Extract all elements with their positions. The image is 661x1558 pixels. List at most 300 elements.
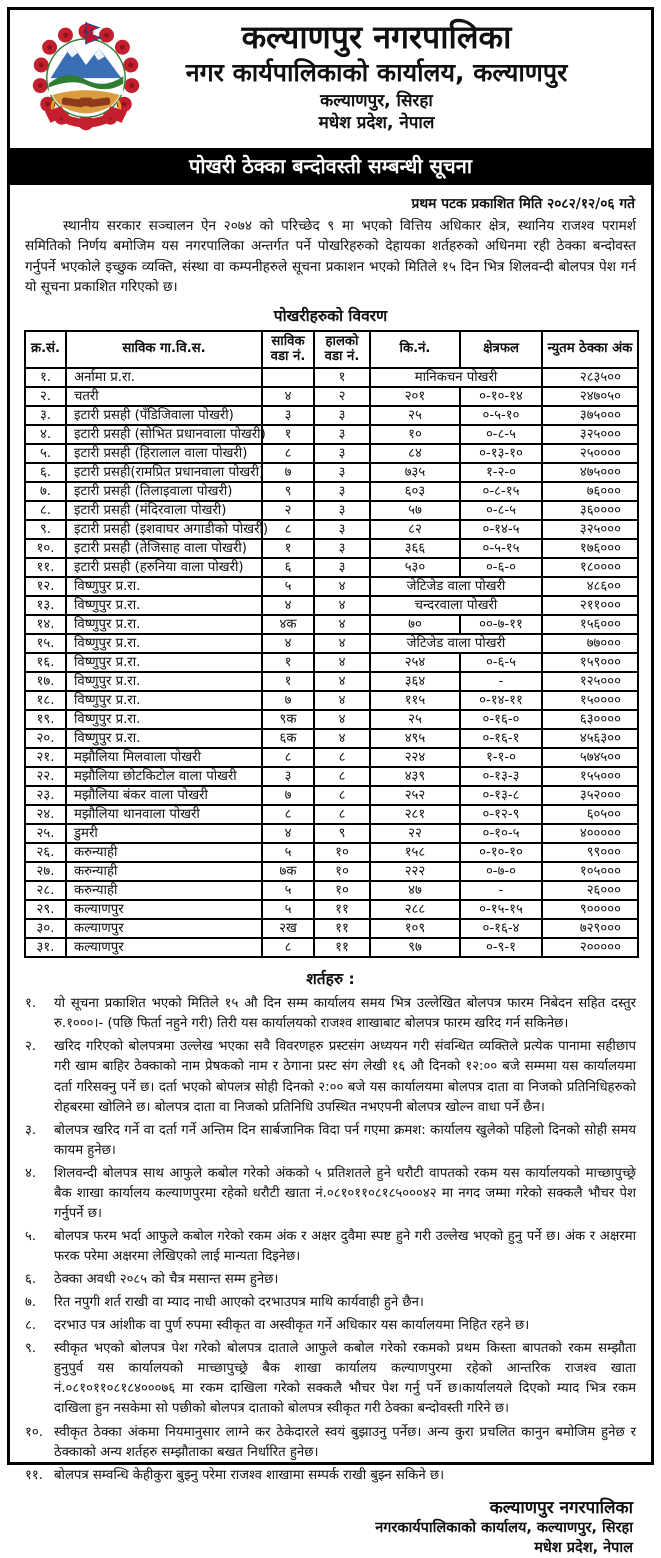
cell-current-ward: १०	[314, 843, 370, 862]
cell-minimum-bid: १५००००	[542, 691, 638, 710]
cell-area: ०-८-५	[460, 425, 542, 444]
cell-kitta-number: २८८	[370, 900, 460, 919]
term-text: ठेक्का अवधी २०८५ को चैत्र मसान्त सम्म हुनेछ।	[54, 1270, 636, 1290]
cell-kitta-number: ३६६	[370, 539, 460, 558]
cell-area: ०-६-०	[460, 558, 542, 577]
table-title: पोखरीहरुको विवरण	[24, 304, 637, 326]
cell-vdc-name: इटारी प्रसही (पँडिजिवाला पोखरी)	[66, 406, 262, 425]
cell-area: ०-१६-०	[460, 710, 542, 729]
cell-minimum-bid: २५००००	[542, 444, 638, 463]
cell-kitta-number: २८१	[370, 805, 460, 824]
term-item	[25, 1466, 636, 1486]
cell-vdc-name: विष्णुपुर प्र.रा.	[66, 672, 262, 691]
cell-serial-number: १६.	[25, 653, 66, 672]
notice-title: पोखरी ठेक्का बन्दोवस्ती सम्बन्धी सूचना	[189, 154, 472, 178]
cell-current-ward: ३	[314, 539, 370, 558]
table-row	[25, 406, 638, 425]
cell-current-ward: ३	[314, 482, 370, 501]
table-row	[25, 577, 638, 596]
cell-current-ward: ३	[314, 558, 370, 577]
cell-kitta-number: ४७	[370, 881, 460, 900]
cell-current-ward: ३	[314, 463, 370, 482]
cell-former-ward: ५	[262, 900, 314, 919]
intro-paragraph: स्थानीय सरकार सञ्चालन ऐन २०७४ को परिच्छेद ९ मा भएको वित्तिय अधिकार क्षेत्र, स्थानिय राजश्व परामर्श समितिको निर्णय बमोजिम यस नगरपालिका अन्तर्गत पर्ने पोखरिहरुको देहायका शर्तहरुको अधिनमा रही ठेक्का बन्दोवस्त गर्नुपर्ने भएकोले इच्छुक व्यक्ति, संस्था वा कम्पनीहरुले सूचना प्रकाशन भएको मितिले १५ दिन भित्र शिलवन्दी बोलपत्र पेश गर्न यो सूचना प्रकाशित गरिएको छ।	[25, 216, 636, 298]
cell-minimum-bid: १२५०००	[542, 672, 638, 691]
term-item	[25, 1339, 636, 1419]
cell-kitta-number: १०	[370, 425, 460, 444]
terms-list	[24, 994, 637, 1485]
table-row	[25, 615, 638, 634]
cell-current-ward: ३	[314, 501, 370, 520]
cell-kitta-number: २२२	[370, 862, 460, 881]
cell-minimum-bid: ७२९०००	[542, 919, 638, 938]
cell-current-ward: ३	[314, 444, 370, 463]
cell-serial-number: ११.	[25, 558, 66, 577]
cell-former-ward: ४	[262, 596, 314, 615]
table-row	[25, 767, 638, 786]
cell-area: ०-१३-८	[460, 786, 542, 805]
table-row	[25, 482, 638, 501]
cell-minimum-bid: २४७०५०	[542, 387, 638, 406]
cell-minimum-bid: ६३००००	[542, 710, 638, 729]
cell-serial-number: १८.	[25, 691, 66, 710]
cell-current-ward: ४	[314, 729, 370, 748]
terms-heading: शर्तहरु :	[24, 967, 637, 989]
cell-vdc-name: इटारी प्रसही(रामप्रित प्रधानवाला पोखरी)	[66, 463, 262, 482]
cell-minimum-bid: १७६०००	[542, 539, 638, 558]
table-row	[25, 691, 638, 710]
cell-minimum-bid: १०५०००	[542, 862, 638, 881]
term-item	[25, 1037, 636, 1117]
term-item	[25, 1164, 636, 1224]
cell-current-ward: ४	[314, 577, 370, 596]
cell-serial-number: १५.	[25, 634, 66, 653]
column-header: क्र.सं.	[25, 331, 66, 369]
signature-province: मधेश प्रदेश, नेपाल	[24, 1539, 633, 1558]
cell-former-ward: ९	[262, 482, 314, 501]
cell-current-ward: ३	[314, 425, 370, 444]
cell-vdc-name: कल्याणपुर	[66, 919, 262, 938]
cell-former-ward: ७	[262, 463, 314, 482]
cell-area: ०-१४-११	[460, 691, 542, 710]
term-number: ८.	[25, 1316, 47, 1336]
cell-vdc-name: डुमरी	[66, 824, 262, 843]
cell-area: १-१-०	[460, 748, 542, 767]
cell-kitta-number: ७३५	[370, 463, 460, 482]
cell-area: ०-१०-१४	[460, 387, 542, 406]
cell-former-ward: १	[262, 653, 314, 672]
cell-minimum-bid: १५९०००	[542, 653, 638, 672]
term-number: ४.	[25, 1164, 47, 1224]
cell-former-ward: ५	[262, 843, 314, 862]
table-row	[25, 539, 638, 558]
term-item	[25, 1423, 636, 1463]
cell-vdc-name: इटारी प्रसही (इशवाघर अगाडीको पोखरी)	[66, 520, 262, 539]
cell-kitta-number: ११५	[370, 691, 460, 710]
cell-serial-number: २.	[25, 387, 66, 406]
cell-serial-number: ७.	[25, 482, 66, 501]
cell-minimum-bid: ४८६००	[542, 577, 638, 596]
cell-kitta-number: ७०	[370, 615, 460, 634]
cell-kitta-number: १०९	[370, 919, 460, 938]
cell-minimum-bid: ९०००००	[542, 900, 638, 919]
cell-vdc-name: इटारी प्रसही (सोभित प्रधानवाला पोखरी)	[66, 425, 262, 444]
table-row	[25, 862, 638, 881]
table-row	[25, 843, 638, 862]
cell-current-ward: ४	[314, 596, 370, 615]
cell-serial-number: ९.	[25, 520, 66, 539]
cell-vdc-name: मझौलिया थानवाला पोखरी	[66, 805, 262, 824]
page-border-frame	[7, 7, 654, 1465]
cell-former-ward	[262, 368, 314, 387]
term-item	[25, 1121, 636, 1161]
cell-minimum-bid: ३६००००	[542, 501, 638, 520]
cell-current-ward: ४	[314, 615, 370, 634]
cell-minimum-bid: १५६०००	[542, 615, 638, 634]
cell-vdc-name: चतरी	[66, 387, 262, 406]
column-header: न्युतम ठेक्का अंक	[542, 331, 638, 369]
cell-minimum-bid: ३२५०००	[542, 425, 638, 444]
column-header: कि.नं.	[370, 331, 460, 369]
cell-current-ward: ८	[314, 786, 370, 805]
term-item	[25, 1316, 636, 1336]
table-row	[25, 805, 638, 824]
cell-kitta-number: ५३०	[370, 558, 460, 577]
cell-serial-number: ५.	[25, 444, 66, 463]
cell-minimum-bid: ४५६३००	[542, 729, 638, 748]
cell-former-ward: ७क	[262, 862, 314, 881]
term-text: स्वीकृत भएको बोलपत्र पेश गरेको बोलपत्र दाताले आफुले कबोल गरेको रकमको प्रथम किस्ता बापतको रकम सम्झौता हुनुपुर्व यस कार्यालयको माच्छापुच्छ्रे बैक शाखा कार्यालय कल्याणपुरमा रहेको आन्तरिक राजश्व खाता नं.०८१०११०८१८४०००७६ मा रकम दाखिला गरेको सक्कलै भौचर पेश गर्नु पर्ने छ।कार्यालयले दिएको म्याद भित्र रकम दाखिला हुन नसकेमा सो पछीको बोलपत्र दाताको बोलपत्र स्वीकृत गरी ठेक्का बन्दोवस्ती गरिने छ।	[54, 1339, 636, 1419]
cell-kitta-number: ९७	[370, 938, 460, 957]
cell-current-ward: ४	[314, 634, 370, 653]
notice-title-bar	[10, 148, 651, 185]
table-row	[25, 786, 638, 805]
cell-serial-number: १०.	[25, 539, 66, 558]
cell-current-ward: ११	[314, 919, 370, 938]
cell-former-ward: २	[262, 501, 314, 520]
term-number: ११.	[25, 1466, 47, 1486]
cell-former-ward: १	[262, 425, 314, 444]
cell-kitta-number: ४९५	[370, 729, 460, 748]
cell-vdc-name: करुन्याही	[66, 881, 262, 900]
cell-minimum-bid: २६०००	[542, 881, 638, 900]
table-row	[25, 938, 638, 957]
term-number: ३.	[25, 1121, 47, 1161]
cell-kitta-number: २२	[370, 824, 460, 843]
cell-minimum-bid: २११०००	[542, 596, 638, 615]
term-number: ९.	[25, 1339, 47, 1419]
cell-current-ward: १०	[314, 862, 370, 881]
cell-former-ward: ८	[262, 805, 314, 824]
cell-area: ०-१६-१	[460, 729, 542, 748]
table-row	[25, 900, 638, 919]
term-number: २.	[25, 1037, 47, 1117]
cell-vdc-name: विष्णुपुर प्र.रा.	[66, 596, 262, 615]
cell-area: ०-१२-९	[460, 805, 542, 824]
cell-former-ward: २ख	[262, 919, 314, 938]
cell-serial-number: २०.	[25, 729, 66, 748]
cell-pond-name: चन्दरवाला पोखरी	[370, 596, 542, 615]
term-text: रित नपुगी शर्त राखी वा म्याद नाधी आएको दरभाउपत्र माथि कार्यवाही हुने छैन।	[54, 1293, 636, 1313]
cell-serial-number: २५.	[25, 824, 66, 843]
cell-minimum-bid: ६०५००	[542, 805, 638, 824]
table-row	[25, 501, 638, 520]
table-row	[25, 558, 638, 577]
cell-current-ward: ९	[314, 824, 370, 843]
cell-kitta-number: ५७	[370, 501, 460, 520]
address-line-2: मधेश प्रदेश, नेपाल	[116, 112, 637, 134]
cell-vdc-name: मझौलिया मिलवाला पोखरी	[66, 748, 262, 767]
cell-pond-name: मानिकचन पोखरी	[370, 368, 542, 387]
cell-former-ward: ४	[262, 824, 314, 843]
cell-minimum-bid: ३५२०००	[542, 786, 638, 805]
cell-vdc-name: इटारी प्रसही (मंदिरवाला पोखरी)	[66, 501, 262, 520]
cell-former-ward: ९क	[262, 710, 314, 729]
cell-area: ०-५-१०	[460, 406, 542, 425]
cell-former-ward: ७	[262, 691, 314, 710]
term-text: स्वीकृत ठेक्का अंकमा नियमानुसार लाग्ने कर ठेकेदारले स्वयं बुझाउनु पर्नेछ। अन्य कुरा प्रचलित कानुन बमोजिम हुनेछ र ठेक्काको अन्य शर्तहरु सम्झौताका बखत निर्धारित हुनेछ।	[54, 1423, 636, 1463]
cell-kitta-number: ८४	[370, 444, 460, 463]
cell-kitta-number: २५२	[370, 786, 460, 805]
column-header: साविक गा.वि.स.	[66, 331, 262, 369]
cell-serial-number: ३०.	[25, 919, 66, 938]
cell-vdc-name: इटारी प्रसही (हिरालाल वाला पोखरी)	[66, 444, 262, 463]
cell-serial-number: २४.	[25, 805, 66, 824]
cell-former-ward: ५	[262, 881, 314, 900]
cell-serial-number: २१.	[25, 748, 66, 767]
cell-serial-number: २२.	[25, 767, 66, 786]
cell-former-ward: ७	[262, 786, 314, 805]
cell-former-ward: ५	[262, 577, 314, 596]
term-text: बोलपत्र सम्वन्धि केहीकुरा बुझ्नु परेमा राजश्व शाखामा सम्पर्क राखी बुझ्न सकिने छ।	[54, 1466, 636, 1486]
cell-kitta-number: २०१	[370, 387, 460, 406]
cell-vdc-name: विष्णुपुर प्र.रा.	[66, 577, 262, 596]
term-item	[25, 1227, 636, 1267]
cell-kitta-number: ३६४	[370, 672, 460, 691]
table-row	[25, 919, 638, 938]
cell-area: ०-१३-१०	[460, 444, 542, 463]
cell-former-ward: १	[262, 672, 314, 691]
term-number: १०.	[25, 1423, 47, 1463]
cell-area: ०-८-५	[460, 501, 542, 520]
cell-minimum-bid: ७६०००	[542, 482, 638, 501]
cell-former-ward: ३	[262, 767, 314, 786]
cell-area: ०-६-५	[460, 653, 542, 672]
cell-vdc-name: करुन्याही	[66, 862, 262, 881]
cell-current-ward: ४	[314, 710, 370, 729]
office-name: नगर कार्यपालिकाको कार्यालय, कल्याणपुर	[116, 59, 637, 88]
cell-vdc-name: अर्नामा प्र.रा.	[66, 368, 262, 387]
column-header: क्षेत्रफल	[460, 331, 542, 369]
cell-current-ward: ४	[314, 691, 370, 710]
table-row	[25, 520, 638, 539]
cell-vdc-name: मझौलिया बंकर वाला पोखरी	[66, 786, 262, 805]
address-line-1: कल्याणपुर, सिरहा	[116, 90, 637, 112]
cell-minimum-bid: २८३५००	[542, 368, 638, 387]
cell-minimum-bid: ३७५०००	[542, 406, 638, 425]
cell-current-ward: ११	[314, 938, 370, 957]
table-row	[25, 387, 638, 406]
signature-office: नगरकार्यपालिकाको कार्यालय, कल्याणपुर, सिरहा	[24, 1519, 633, 1539]
table-header-row	[25, 331, 638, 369]
cell-minimum-bid: २०००००	[542, 938, 638, 957]
column-header: साविक वडा नं.	[262, 331, 314, 369]
cell-minimum-bid: ९९०००	[542, 843, 638, 862]
cell-former-ward: ८	[262, 748, 314, 767]
cell-serial-number: २८.	[25, 881, 66, 900]
cell-serial-number: ३.	[25, 406, 66, 425]
cell-vdc-name: इटारी प्रसही (तिलाइवाला पोखरी)	[66, 482, 262, 501]
cell-serial-number: १२.	[25, 577, 66, 596]
cell-kitta-number: १५८	[370, 843, 460, 862]
cell-kitta-number: २२४	[370, 748, 460, 767]
term-text: शिलवन्दी बोलपत्र साथ आफुले कबोल गरेको अंकको ५ प्रतिशतले हुने धरौटी वापतको रकम यस कार्यालयको माच्छापुच्छ्रे बैक शाखा कार्यालय कल्याणपुरमा रहेको धरौटी खाता नं.०८१०११०८१८५०००४२ मा नगद जम्मा गरेको सक्कलै भौचर पेश गर्नुपर्ने छ।	[54, 1164, 636, 1224]
table-row	[25, 634, 638, 653]
cell-current-ward: २	[314, 387, 370, 406]
pond-details-table	[24, 330, 639, 959]
table-row	[25, 596, 638, 615]
term-text: यो सूचना प्रकाशित भएको मितिले १५ औ दिन सम्म कार्यालय समय भित्र उल्लेखित बोलपत्र फारम निबेदन सहित दस्तुर रु.१०००।- (पछि फिर्ता नहुने गरी) तिरी यस कार्यालयको राजश्व शाखाबाट बोलपत्र फारम खरिद गर्न सकिनेछ।	[54, 994, 636, 1034]
table-row	[25, 463, 638, 482]
cell-vdc-name: विष्णुपुर प्र.रा.	[66, 691, 262, 710]
term-item	[25, 1293, 636, 1313]
cell-former-ward: ४क	[262, 615, 314, 634]
cell-former-ward: ८	[262, 444, 314, 463]
cell-former-ward: ३	[262, 406, 314, 425]
cell-minimum-bid: ७७०००	[542, 634, 638, 653]
table-row	[25, 729, 638, 748]
cell-area: ०-७-०	[460, 862, 542, 881]
cell-current-ward: ८	[314, 805, 370, 824]
cell-serial-number: १४.	[25, 615, 66, 634]
table-row	[25, 710, 638, 729]
cell-area: ०-१५-१५	[460, 900, 542, 919]
cell-vdc-name: इटारी प्रसही (हरुनिया वाला पोखरी)	[66, 558, 262, 577]
cell-area: ०-१०-५	[460, 824, 542, 843]
cell-current-ward: १	[314, 368, 370, 387]
cell-former-ward: ८	[262, 520, 314, 539]
cell-minimum-bid: ३२५०००	[542, 520, 638, 539]
cell-serial-number: २९.	[25, 900, 66, 919]
term-item	[25, 994, 636, 1034]
cell-serial-number: ८.	[25, 501, 66, 520]
cell-vdc-name: इटारी प्रसही (तेजिसाह वाला पोखरी)	[66, 539, 262, 558]
cell-vdc-name: विष्णुपुर प्र.रा.	[66, 615, 262, 634]
cell-pond-name: जेटिजेड वाला पोखरी	[370, 577, 542, 596]
cell-current-ward: ११	[314, 900, 370, 919]
cell-serial-number: १९.	[25, 710, 66, 729]
cell-vdc-name: मझौलिया छोटकिटोल वाला पोखरी	[66, 767, 262, 786]
cell-former-ward: ६क	[262, 729, 314, 748]
municipality-emblem-icon	[30, 20, 142, 138]
cell-minimum-bid: ४७५०००	[542, 463, 638, 482]
cell-serial-number: ४.	[25, 425, 66, 444]
term-number: १.	[25, 994, 47, 1034]
cell-minimum-bid: १८००००	[542, 558, 638, 577]
cell-kitta-number: २५	[370, 710, 460, 729]
table-row	[25, 653, 638, 672]
signature-municipality: कल्याणपुर नगरपालिका	[24, 1498, 633, 1519]
cell-area: ०-१०-१०	[460, 843, 542, 862]
table-row	[25, 672, 638, 691]
cell-vdc-name: विष्णुपुर प्र.रा.	[66, 634, 262, 653]
term-number: ६.	[25, 1270, 47, 1290]
cell-serial-number: १३.	[25, 596, 66, 615]
term-text: खरिद गरिएको बोलपत्रमा उल्लेख भएका सवै विवरणहरु प्रस्टसंग अध्ययन गरी संवन्धित व्यक्तिले प्रत्येक पानामा सहीछाप गरी खाम बाहिर ठेक्काको नाम प्रेषकको नाम र ठेगाना प्रस्ट संग लेखी १६ औ दिनको १२:०० बजे सम्ममा यस कार्यालयमा दर्ता गरिसक्नु पर्ने छ। दर्ता भएको बोपलत्र सोही दिनको २:०० बजे यस कार्यालयमा बोलपत्र दाता वा निजको प्रतिनिधिहरुको रोहबरमा खोलिने छ। बोलपत्र दाता वा निजको प्रतिनिधि उपस्थित नभएपनी बोलपत्र खोल्न वाधा पर्ने छैन।	[54, 1037, 636, 1117]
published-date-line: प्रथम पटक प्रकाशित मिति २०८२/१२/०६ गते	[26, 194, 635, 213]
municipality-name: कल्याणपुर नगरपालिका	[116, 20, 637, 56]
column-header: हालको वडा नं.	[314, 331, 370, 369]
cell-former-ward: ४	[262, 634, 314, 653]
cell-area: ०-१३-३	[460, 767, 542, 786]
cell-vdc-name: कल्याणपुर	[66, 938, 262, 957]
cell-serial-number: १७.	[25, 672, 66, 691]
cell-area: ०-१६-४	[460, 919, 542, 938]
cell-minimum-bid: ५७४५००	[542, 748, 638, 767]
cell-area: ०-५-१५	[460, 539, 542, 558]
table-row	[25, 444, 638, 463]
table-row	[25, 748, 638, 767]
cell-former-ward: ८	[262, 938, 314, 957]
table-row	[25, 824, 638, 843]
cell-vdc-name: विष्णुपुर प्र.रा.	[66, 710, 262, 729]
cell-kitta-number: ६०३	[370, 482, 460, 501]
cell-kitta-number: ८२	[370, 520, 460, 539]
cell-serial-number: २३.	[25, 786, 66, 805]
cell-kitta-number: २५४	[370, 653, 460, 672]
cell-current-ward: ४	[314, 653, 370, 672]
cell-current-ward: ८	[314, 748, 370, 767]
cell-former-ward: ६	[262, 558, 314, 577]
table-row	[25, 425, 638, 444]
cell-pond-name: जेटिजेड वाला पोखरी	[370, 634, 542, 653]
cell-current-ward: ८	[314, 767, 370, 786]
cell-current-ward: १०	[314, 881, 370, 900]
term-number: ५.	[25, 1227, 47, 1267]
cell-area: ०-८-१५	[460, 482, 542, 501]
cell-minimum-bid: १५५०००	[542, 767, 638, 786]
term-number: ७.	[25, 1293, 47, 1313]
cell-kitta-number: २५	[370, 406, 460, 425]
table-row	[25, 368, 638, 387]
cell-former-ward: १	[262, 539, 314, 558]
cell-serial-number: १.	[25, 368, 66, 387]
letterhead	[24, 20, 637, 140]
cell-vdc-name: करुन्याही	[66, 843, 262, 862]
cell-current-ward: ४	[314, 672, 370, 691]
term-text: बोलपत्र फरम भर्दा आफुले कबोल गरेको रकम अंक र अक्षर दुवैमा स्पष्ट हुने गरी उल्लेख भएको हुनु पर्ने छ। अंक र अक्षरमा फरक परेमा अक्षरमा लेखिएको लाई मान्यता दिइनेछ।	[54, 1227, 636, 1267]
term-text: दरभाउ पत्र आंशीक वा पुर्ण रुपमा स्वीकृत वा अस्वीकृत गर्ने अधिकार यस कार्यालयमा निहित रहने छ।	[54, 1316, 636, 1336]
cell-minimum-bid: ४०००००	[542, 824, 638, 843]
cell-area: -	[460, 672, 542, 691]
cell-current-ward: ३	[314, 520, 370, 539]
cell-vdc-name: विष्णुपुर प्र.रा.	[66, 653, 262, 672]
cell-serial-number: ६.	[25, 463, 66, 482]
cell-kitta-number: ४३९	[370, 767, 460, 786]
cell-serial-number: २७.	[25, 862, 66, 881]
cell-area: ०-९-१	[460, 938, 542, 957]
term-item	[25, 1270, 636, 1290]
cell-area: ००-७-११	[460, 615, 542, 634]
cell-current-ward: ३	[314, 406, 370, 425]
cell-vdc-name: कल्याणपुर	[66, 900, 262, 919]
cell-area: १-२-०	[460, 463, 542, 482]
cell-serial-number: २६.	[25, 843, 66, 862]
term-text: बोलपत्र खरिद गर्ने वा दर्ता गर्ने अन्तिम दिन सार्बजानिक विदा पर्न गएमा क्रमश: कार्यालय खुलेको पहिलो दिनको सोही समय कायम हुनेछ।	[54, 1121, 636, 1161]
cell-area: ०-१४-५	[460, 520, 542, 539]
cell-serial-number: ३१.	[25, 938, 66, 957]
cell-vdc-name: विष्णुपुर प्र.रा.	[66, 729, 262, 748]
